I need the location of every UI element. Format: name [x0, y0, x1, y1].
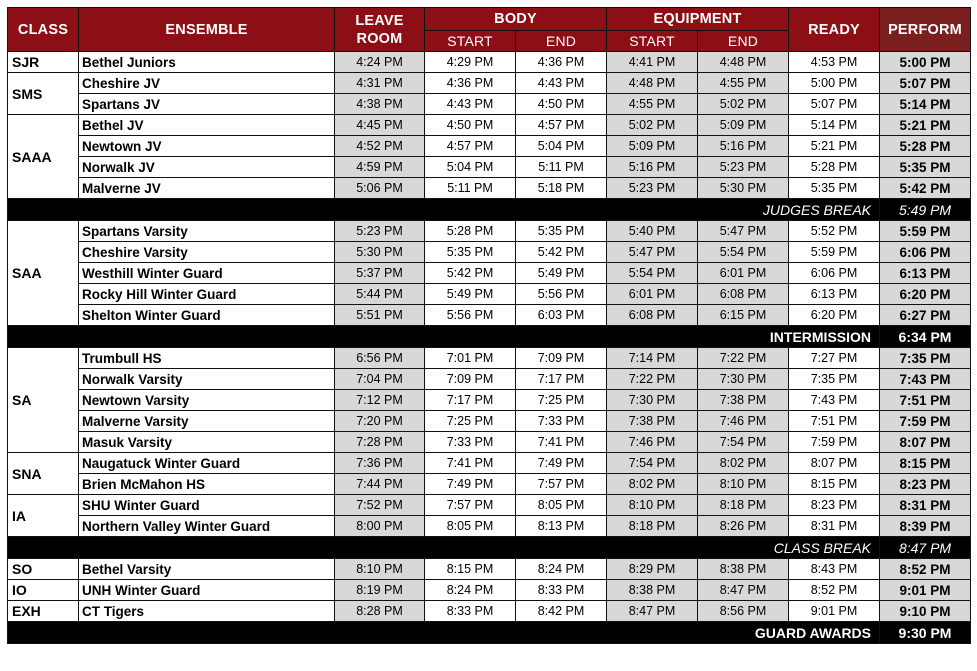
equipment-start-time: 5:47 PM: [607, 242, 698, 263]
ensemble-name: Norwalk Varsity: [79, 369, 335, 390]
perform-time: 7:35 PM: [880, 348, 971, 369]
body-end-time: 8:13 PM: [516, 516, 607, 537]
class-cell: SA: [8, 348, 79, 453]
leave-room-time: 7:44 PM: [335, 474, 425, 495]
equipment-start-time: 8:10 PM: [607, 495, 698, 516]
equipment-start-time: 5:02 PM: [607, 115, 698, 136]
perform-time: 8:31 PM: [880, 495, 971, 516]
equipment-start-time: 8:29 PM: [607, 559, 698, 580]
equipment-start-time: 7:22 PM: [607, 369, 698, 390]
table-row: [8, 242, 971, 263]
class-cell: SNA: [8, 453, 79, 495]
body-start-time: 8:24 PM: [425, 580, 516, 601]
break-row: [8, 537, 971, 559]
table-row: [8, 559, 971, 580]
ready-time: 5:21 PM: [789, 136, 880, 157]
header-ensemble: ENSEMBLE: [79, 8, 335, 52]
class-cell: SJR: [8, 52, 79, 73]
leave-room-time: 8:28 PM: [335, 601, 425, 622]
table-row: [8, 115, 971, 136]
perform-time: 6:20 PM: [880, 284, 971, 305]
ensemble-name: Newtown JV: [79, 136, 335, 157]
ensemble-name: Spartans Varsity: [79, 221, 335, 242]
ensemble-name: Cheshire Varsity: [79, 242, 335, 263]
body-end-time: 8:05 PM: [516, 495, 607, 516]
equipment-end-time: 5:47 PM: [698, 221, 789, 242]
leave-room-time: 7:20 PM: [335, 411, 425, 432]
header-class: CLASS: [8, 8, 79, 52]
ensemble-name: Bethel Juniors: [79, 52, 335, 73]
body-start-time: 5:49 PM: [425, 284, 516, 305]
body-start-time: 7:57 PM: [425, 495, 516, 516]
body-start-time: 8:05 PM: [425, 516, 516, 537]
table-row: [8, 516, 971, 537]
leave-room-time: 7:52 PM: [335, 495, 425, 516]
ensemble-name: Shelton Winter Guard: [79, 305, 335, 326]
equipment-end-time: 7:46 PM: [698, 411, 789, 432]
body-start-time: 5:56 PM: [425, 305, 516, 326]
ready-time: 6:13 PM: [789, 284, 880, 305]
equipment-start-time: 6:08 PM: [607, 305, 698, 326]
header-body-end: END: [516, 31, 607, 52]
body-end-time: 5:35 PM: [516, 221, 607, 242]
break-time: 9:30 PM: [880, 622, 971, 644]
table-row: [8, 52, 971, 73]
perform-time: 9:01 PM: [880, 580, 971, 601]
leave-room-time: 7:28 PM: [335, 432, 425, 453]
equipment-end-time: 5:23 PM: [698, 157, 789, 178]
equipment-start-time: 7:14 PM: [607, 348, 698, 369]
ready-time: 6:06 PM: [789, 263, 880, 284]
table-row: [8, 178, 971, 199]
leave-room-time: 7:12 PM: [335, 390, 425, 411]
schedule-table: [7, 7, 971, 644]
ready-time: 5:14 PM: [789, 115, 880, 136]
class-cell: SAA: [8, 221, 79, 326]
ensemble-name: Spartans JV: [79, 94, 335, 115]
ready-time: 5:35 PM: [789, 178, 880, 199]
leave-room-time: 5:23 PM: [335, 221, 425, 242]
table-row: [8, 305, 971, 326]
equipment-end-time: 5:09 PM: [698, 115, 789, 136]
body-end-time: 5:42 PM: [516, 242, 607, 263]
perform-time: 8:15 PM: [880, 453, 971, 474]
header-leave-room: LEAVE ROOM: [335, 8, 425, 52]
ready-time: 7:27 PM: [789, 348, 880, 369]
table-row: [8, 136, 971, 157]
ensemble-name: Trumbull HS: [79, 348, 335, 369]
table-row: [8, 601, 971, 622]
equipment-start-time: 7:46 PM: [607, 432, 698, 453]
ready-time: 5:28 PM: [789, 157, 880, 178]
equipment-end-time: 7:30 PM: [698, 369, 789, 390]
table-row: [8, 73, 971, 94]
break-time: 6:34 PM: [880, 326, 971, 348]
ensemble-name: Rocky Hill Winter Guard: [79, 284, 335, 305]
ready-time: 8:07 PM: [789, 453, 880, 474]
break-time: 5:49 PM: [880, 199, 971, 221]
table-row: [8, 284, 971, 305]
perform-time: 6:06 PM: [880, 242, 971, 263]
equipment-end-time: 7:38 PM: [698, 390, 789, 411]
ensemble-name: Norwalk JV: [79, 157, 335, 178]
perform-time: 7:51 PM: [880, 390, 971, 411]
body-end-time: 4:50 PM: [516, 94, 607, 115]
ready-time: 5:59 PM: [789, 242, 880, 263]
body-start-time: 5:11 PM: [425, 178, 516, 199]
header-equipment-start: START: [607, 31, 698, 52]
equipment-start-time: 6:01 PM: [607, 284, 698, 305]
ready-time: 6:20 PM: [789, 305, 880, 326]
leave-room-time: 7:04 PM: [335, 369, 425, 390]
equipment-start-time: 8:38 PM: [607, 580, 698, 601]
equipment-start-time: 8:02 PM: [607, 474, 698, 495]
table-row: [8, 369, 971, 390]
header-equipment-end: END: [698, 31, 789, 52]
break-label: JUDGES BREAK: [8, 199, 880, 221]
body-start-time: 4:57 PM: [425, 136, 516, 157]
equipment-start-time: 5:16 PM: [607, 157, 698, 178]
body-start-time: 7:01 PM: [425, 348, 516, 369]
table-row: [8, 580, 971, 601]
body-end-time: 7:57 PM: [516, 474, 607, 495]
perform-time: 5:07 PM: [880, 73, 971, 94]
ready-time: 8:31 PM: [789, 516, 880, 537]
ensemble-name: Cheshire JV: [79, 73, 335, 94]
ready-time: 8:43 PM: [789, 559, 880, 580]
ready-time: 7:43 PM: [789, 390, 880, 411]
perform-time: 6:27 PM: [880, 305, 971, 326]
equipment-start-time: 7:38 PM: [607, 411, 698, 432]
perform-time: 5:42 PM: [880, 178, 971, 199]
equipment-start-time: 7:54 PM: [607, 453, 698, 474]
equipment-end-time: 8:18 PM: [698, 495, 789, 516]
leave-room-time: 8:10 PM: [335, 559, 425, 580]
ready-time: 7:51 PM: [789, 411, 880, 432]
equipment-start-time: 4:48 PM: [607, 73, 698, 94]
break-label: CLASS BREAK: [8, 537, 880, 559]
body-end-time: 5:49 PM: [516, 263, 607, 284]
leave-room-time: 4:31 PM: [335, 73, 425, 94]
body-end-time: 7:33 PM: [516, 411, 607, 432]
header-perform: PERFORM: [880, 8, 971, 52]
equipment-start-time: 8:47 PM: [607, 601, 698, 622]
table-row: [8, 411, 971, 432]
perform-time: 5:35 PM: [880, 157, 971, 178]
ensemble-name: Masuk Varsity: [79, 432, 335, 453]
ready-time: 7:35 PM: [789, 369, 880, 390]
table-row: [8, 474, 971, 495]
body-start-time: 8:33 PM: [425, 601, 516, 622]
header-body-start: START: [425, 31, 516, 52]
class-cell: SAAA: [8, 115, 79, 199]
body-end-time: 5:56 PM: [516, 284, 607, 305]
perform-time: 6:13 PM: [880, 263, 971, 284]
body-end-time: 4:36 PM: [516, 52, 607, 73]
leave-room-time: 7:36 PM: [335, 453, 425, 474]
equipment-start-time: 4:55 PM: [607, 94, 698, 115]
body-end-time: 8:33 PM: [516, 580, 607, 601]
equipment-start-time: 5:23 PM: [607, 178, 698, 199]
ready-time: 4:53 PM: [789, 52, 880, 73]
leave-room-time: 4:52 PM: [335, 136, 425, 157]
equipment-start-time: 8:18 PM: [607, 516, 698, 537]
equipment-start-time: 7:30 PM: [607, 390, 698, 411]
ready-time: 8:15 PM: [789, 474, 880, 495]
leave-room-time: 4:59 PM: [335, 157, 425, 178]
perform-time: 5:14 PM: [880, 94, 971, 115]
ensemble-name: Malverne JV: [79, 178, 335, 199]
ensemble-name: Brien McMahon HS: [79, 474, 335, 495]
equipment-start-time: 4:41 PM: [607, 52, 698, 73]
equipment-end-time: 6:01 PM: [698, 263, 789, 284]
body-end-time: 5:04 PM: [516, 136, 607, 157]
body-start-time: 4:50 PM: [425, 115, 516, 136]
body-start-time: 7:09 PM: [425, 369, 516, 390]
ready-time: 8:23 PM: [789, 495, 880, 516]
equipment-end-time: 5:30 PM: [698, 178, 789, 199]
ensemble-name: CT Tigers: [79, 601, 335, 622]
body-start-time: 5:28 PM: [425, 221, 516, 242]
body-end-time: 8:42 PM: [516, 601, 607, 622]
equipment-start-time: 5:54 PM: [607, 263, 698, 284]
body-start-time: 4:43 PM: [425, 94, 516, 115]
break-row: [8, 622, 971, 644]
ready-time: 5:07 PM: [789, 94, 880, 115]
body-start-time: 7:33 PM: [425, 432, 516, 453]
class-cell: EXH: [8, 601, 79, 622]
table-row: [8, 263, 971, 284]
leave-room-time: 4:45 PM: [335, 115, 425, 136]
equipment-end-time: 6:08 PM: [698, 284, 789, 305]
perform-time: 7:43 PM: [880, 369, 971, 390]
equipment-end-time: 8:02 PM: [698, 453, 789, 474]
equipment-end-time: 8:38 PM: [698, 559, 789, 580]
perform-time: 5:28 PM: [880, 136, 971, 157]
equipment-start-time: 5:40 PM: [607, 221, 698, 242]
body-start-time: 4:36 PM: [425, 73, 516, 94]
body-start-time: 5:42 PM: [425, 263, 516, 284]
body-start-time: 4:29 PM: [425, 52, 516, 73]
table-row: [8, 453, 971, 474]
class-cell: SMS: [8, 73, 79, 115]
leave-room-time: 6:56 PM: [335, 348, 425, 369]
equipment-end-time: 8:47 PM: [698, 580, 789, 601]
header-equipment: EQUIPMENT: [607, 8, 789, 31]
body-end-time: 5:11 PM: [516, 157, 607, 178]
leave-room-time: 5:37 PM: [335, 263, 425, 284]
perform-time: 5:21 PM: [880, 115, 971, 136]
equipment-end-time: 5:02 PM: [698, 94, 789, 115]
body-start-time: 5:04 PM: [425, 157, 516, 178]
leave-room-time: 5:06 PM: [335, 178, 425, 199]
equipment-end-time: 7:54 PM: [698, 432, 789, 453]
body-end-time: 7:41 PM: [516, 432, 607, 453]
ensemble-name: Bethel Varsity: [79, 559, 335, 580]
ensemble-name: Bethel JV: [79, 115, 335, 136]
body-end-time: 7:17 PM: [516, 369, 607, 390]
leave-room-time: 4:24 PM: [335, 52, 425, 73]
equipment-end-time: 4:48 PM: [698, 52, 789, 73]
class-cell: IO: [8, 580, 79, 601]
ready-time: 5:52 PM: [789, 221, 880, 242]
ready-time: 5:00 PM: [789, 73, 880, 94]
table-row: [8, 495, 971, 516]
break-label: INTERMISSION: [8, 326, 880, 348]
break-label: GUARD AWARDS: [8, 622, 880, 644]
break-time: 8:47 PM: [880, 537, 971, 559]
body-end-time: 8:24 PM: [516, 559, 607, 580]
perform-time: 8:23 PM: [880, 474, 971, 495]
body-end-time: 4:43 PM: [516, 73, 607, 94]
equipment-end-time: 8:56 PM: [698, 601, 789, 622]
leave-room-time: 5:51 PM: [335, 305, 425, 326]
perform-time: 8:52 PM: [880, 559, 971, 580]
break-row: [8, 326, 971, 348]
break-row: [8, 199, 971, 221]
body-end-time: 6:03 PM: [516, 305, 607, 326]
ready-time: 7:59 PM: [789, 432, 880, 453]
body-end-time: 7:49 PM: [516, 453, 607, 474]
ensemble-name: Northern Valley Winter Guard: [79, 516, 335, 537]
body-end-time: 4:57 PM: [516, 115, 607, 136]
body-start-time: 8:15 PM: [425, 559, 516, 580]
ensemble-name: Naugatuck Winter Guard: [79, 453, 335, 474]
perform-time: 7:59 PM: [880, 411, 971, 432]
body-end-time: 7:25 PM: [516, 390, 607, 411]
ready-time: 8:52 PM: [789, 580, 880, 601]
equipment-end-time: 8:10 PM: [698, 474, 789, 495]
ensemble-name: Newtown Varsity: [79, 390, 335, 411]
body-start-time: 7:17 PM: [425, 390, 516, 411]
perform-time: 9:10 PM: [880, 601, 971, 622]
leave-room-time: 5:44 PM: [335, 284, 425, 305]
equipment-end-time: 5:16 PM: [698, 136, 789, 157]
table-row: [8, 348, 971, 369]
body-start-time: 7:41 PM: [425, 453, 516, 474]
table-row: [8, 432, 971, 453]
table-row: [8, 94, 971, 115]
class-cell: SO: [8, 559, 79, 580]
ensemble-name: SHU Winter Guard: [79, 495, 335, 516]
table-row: [8, 157, 971, 178]
ensemble-name: Malverne Varsity: [79, 411, 335, 432]
perform-time: 8:39 PM: [880, 516, 971, 537]
equipment-end-time: 5:54 PM: [698, 242, 789, 263]
class-cell: IA: [8, 495, 79, 537]
table-row: [8, 390, 971, 411]
leave-room-time: 4:38 PM: [335, 94, 425, 115]
ready-time: 9:01 PM: [789, 601, 880, 622]
leave-room-time: 5:30 PM: [335, 242, 425, 263]
equipment-end-time: 6:15 PM: [698, 305, 789, 326]
ensemble-name: Westhill Winter Guard: [79, 263, 335, 284]
table-body: [8, 52, 971, 644]
body-start-time: 7:49 PM: [425, 474, 516, 495]
body-end-time: 5:18 PM: [516, 178, 607, 199]
ensemble-name: UNH Winter Guard: [79, 580, 335, 601]
equipment-start-time: 5:09 PM: [607, 136, 698, 157]
body-start-time: 5:35 PM: [425, 242, 516, 263]
header-ready: READY: [789, 8, 880, 52]
body-end-time: 7:09 PM: [516, 348, 607, 369]
equipment-end-time: 7:22 PM: [698, 348, 789, 369]
equipment-end-time: 4:55 PM: [698, 73, 789, 94]
body-start-time: 7:25 PM: [425, 411, 516, 432]
leave-room-time: 8:19 PM: [335, 580, 425, 601]
perform-time: 5:00 PM: [880, 52, 971, 73]
table-header: [8, 8, 971, 52]
leave-room-time: 8:00 PM: [335, 516, 425, 537]
perform-time: 5:59 PM: [880, 221, 971, 242]
table-row: [8, 221, 971, 242]
equipment-end-time: 8:26 PM: [698, 516, 789, 537]
perform-time: 8:07 PM: [880, 432, 971, 453]
header-body: BODY: [425, 8, 607, 31]
